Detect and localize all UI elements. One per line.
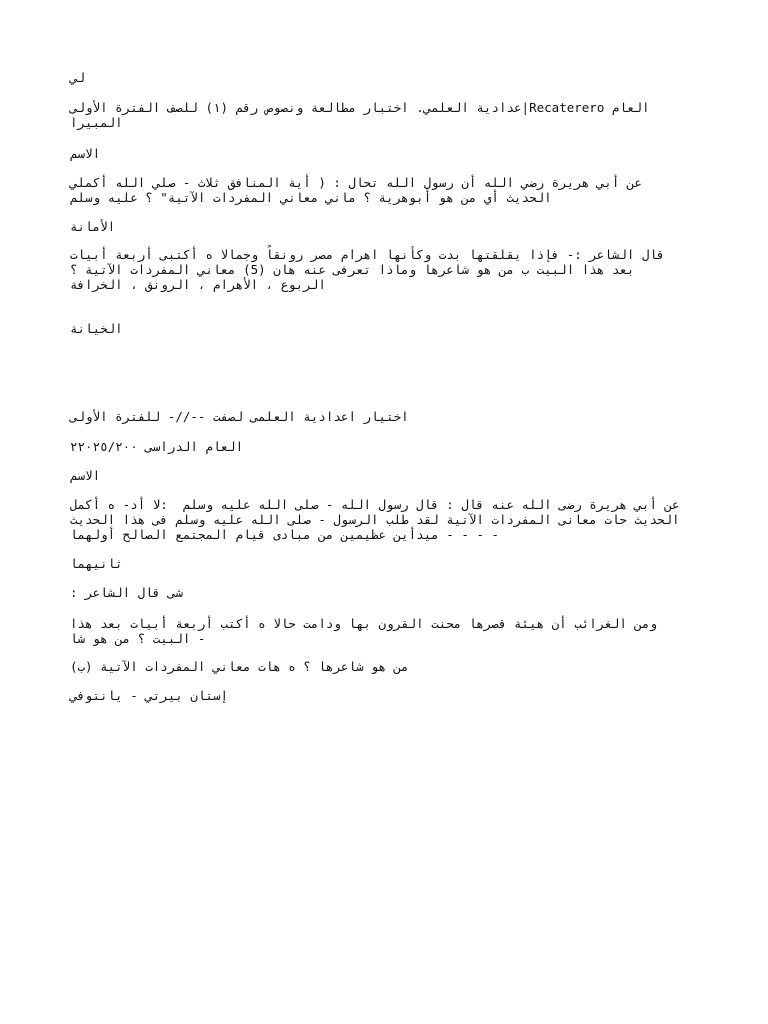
paragraph-exam-title-2: اختيار اعدادية العلمى لصفت --//- للفترة الأولى	[70, 409, 409, 424]
paragraph-khiyanah: الخيانة	[70, 321, 123, 336]
paragraph-school-year: العام الدراسى ٢٢٠٢٥/٢٠٠	[70, 439, 244, 454]
paragraph-header-mark: لي	[70, 70, 86, 85]
paragraph-amanah: الأمانة	[70, 219, 116, 234]
paragraph-poet-vocab-question: من هو شاعرها ؟ ه هات معاني المفردات الآتية (ب)	[70, 659, 409, 674]
paragraph-exam-title-1: العام Recaterero|عدادية العلمي. اختبار مطالعة ونصوص رقم (١) للصف الفترة الأولى المبيرا	[70, 100, 650, 130]
paragraph-hadith-question-2: عن أبي هريرة رضى الله عنه قال : قال رسول الله - صلى الله عليه وسلم :لا أد- ه أكمل الحديث حات معانى المفردات الآتية لقد طلب الرسول - صلى الله عليه وسلم فى هذا الحديث - - - - ميدأين عظيمين من مبادى قيام المجتمع الصالح أولهما	[70, 497, 680, 542]
paragraph-name-label-2: الاسم	[70, 468, 101, 483]
paragraph-poetry-question-2: ومن الغرائب أن هيئة قصرها محنت القرون بها ودامت حالا ه أكتب أربعة أبيات بعد هذا - البيت ؟ من هو شا	[70, 616, 657, 646]
paragraph-poetry-question-1: قال الشاعر :- فإذا يقلقتها بدت وكأنها اهرام مصر رونقاً وجمالا ه أكتبى أربعة أبيات بعد هذا البيت ب من هو شاعرها وماذا تعرفى عنه هان (5) معاني المفردات الآتية ؟ الربوع ، الأهرام ، الرونق ، الخرافة	[70, 247, 665, 292]
paragraph-hadith-question-1: عن أبي هريرة رضي الله أن رسول الله تحال : ( أية المنافق ثلاث - صلي الله أكملي الحديث أي من هو أبوهرية ؟ ماني معاني المفردات الآتية" ؟ عليه وسلم	[70, 175, 642, 205]
paragraph-name-label-1: الاسم	[70, 146, 101, 161]
paragraph-final-line: إستان بيرتي - يانتوفي	[70, 688, 229, 703]
paragraph-poet-said: شى قال الشاعر :	[70, 585, 183, 600]
paragraph-thanihima: ثانيهما	[70, 556, 123, 571]
